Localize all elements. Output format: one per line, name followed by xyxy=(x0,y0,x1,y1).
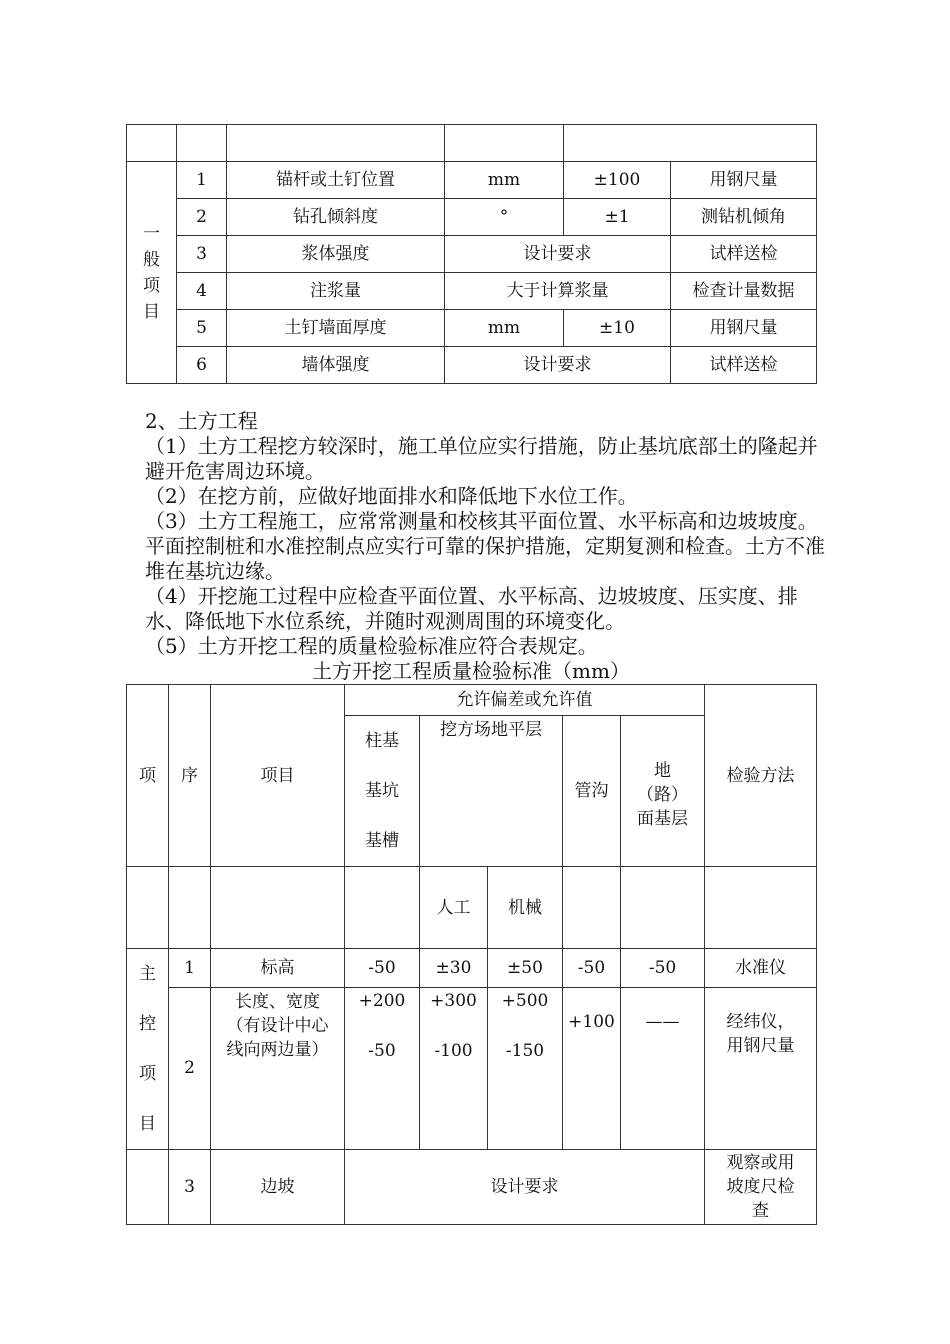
row-manual: +300 -100 xyxy=(420,987,488,1149)
table-row xyxy=(127,273,817,310)
row-value: ±100 xyxy=(564,162,671,199)
header-allowance: 允许偏差或允许值 xyxy=(345,685,705,716)
category-main-control: 主 控 项 目 xyxy=(127,949,169,1150)
row-requirement: 设计要求 xyxy=(445,347,671,384)
table-row xyxy=(127,685,817,716)
row-number: 1 xyxy=(169,949,211,988)
paragraph-4: （4）开挖施工过程中应检查平面位置、水平标高、边坡坡度、压实度、排水、降低地下水位系统，并随时观测周围的环境变化。 xyxy=(145,584,798,633)
row-manual: ±30 xyxy=(420,949,488,988)
row-item: 墙体强度 xyxy=(227,347,445,384)
row-method: 检查计量数据 xyxy=(671,273,817,310)
row-unit: mm xyxy=(445,310,564,347)
row-trench: -50 xyxy=(563,949,621,988)
table-row xyxy=(127,125,817,162)
row-requirement: 设计要求 xyxy=(345,1150,705,1225)
paragraph-2: （2）在挖方前，应做好地面排水和降低地下水位工作。 xyxy=(145,484,638,508)
row-pit: +200 -50 xyxy=(345,987,420,1149)
paragraph-3: （3）土方工程施工，应常常测量和校核其平面位置、水平标高和边坡坡度。平面控制桩和水准控制点应实行可靠的保护措施，定期复测和检查。土方不准堆在基坑边缘。 xyxy=(145,509,825,583)
paragraph-5: （5）土方开挖工程的质量检验标准应符合表规定。 xyxy=(145,634,598,658)
header-no: 序 xyxy=(169,685,211,867)
table-row xyxy=(127,199,817,236)
row-method: 用钢尺量 xyxy=(671,162,817,199)
row-requirement: 设计要求 xyxy=(445,236,671,273)
row-pit: -50 xyxy=(345,949,420,988)
row-item: 注浆量 xyxy=(227,273,445,310)
row-item: 钻孔倾斜度 xyxy=(227,199,445,236)
paragraph-1: （1）土方工程挖方较深时，施工单位应实行措施，防止基坑底部土的隆起并避开危害周边环境。 xyxy=(145,434,818,483)
row-item: 土钉墙面厚度 xyxy=(227,310,445,347)
row-method: 水准仪 xyxy=(705,949,817,988)
row-road: —— xyxy=(621,987,705,1149)
header-pit: 柱基 基坑 基槽 xyxy=(345,716,420,867)
earthwork-quality-table xyxy=(126,684,817,1225)
row-number: 1 xyxy=(177,162,227,199)
row-number: 4 xyxy=(177,273,227,310)
header-item: 项 xyxy=(127,685,169,867)
row-number: 6 xyxy=(177,347,227,384)
row-method: 试样送检 xyxy=(671,236,817,273)
row-method: 观察或用 坡度尺检 查 xyxy=(705,1150,817,1225)
table-row xyxy=(127,310,817,347)
header-project: 项目 xyxy=(211,685,345,867)
row-machine: ±50 xyxy=(488,949,563,988)
row-number: 3 xyxy=(169,1150,211,1225)
anchor-inspection-table xyxy=(126,124,817,384)
table-row xyxy=(127,949,817,988)
header-method: 检验方法 xyxy=(705,685,817,867)
table-row xyxy=(127,236,817,273)
header-machine: 机械 xyxy=(488,867,563,949)
row-unit: mm xyxy=(445,162,564,199)
row-item: 长度、宽度 （有设计中心 线向两边量） xyxy=(211,987,345,1149)
row-item: 锚杆或土钉位置 xyxy=(227,162,445,199)
row-number: 3 xyxy=(177,236,227,273)
section-title: 2、土方工程 xyxy=(145,409,258,433)
row-value: ±10 xyxy=(564,310,671,347)
header-manual: 人工 xyxy=(420,867,488,949)
row-number: 5 xyxy=(177,310,227,347)
row-method: 经纬仪， 用钢尺量 xyxy=(705,987,817,1149)
row-road: -50 xyxy=(621,949,705,988)
row-item: 标高 xyxy=(211,949,345,988)
row-method: 试样送检 xyxy=(671,347,817,384)
header-road: 地 （路） 面基层 xyxy=(621,716,705,867)
table-row xyxy=(127,347,817,384)
row-number: 2 xyxy=(169,987,211,1149)
row-requirement: 大于计算浆量 xyxy=(445,273,671,310)
category-general-items: 一 般 项 目 xyxy=(127,162,177,384)
row-method: 用钢尺量 xyxy=(671,310,817,347)
table-row xyxy=(127,987,817,1149)
row-number: 2 xyxy=(177,199,227,236)
table-row xyxy=(127,867,817,949)
row-item: 边坡 xyxy=(211,1150,345,1225)
header-trench: 管沟 xyxy=(563,716,621,867)
row-unit: ° xyxy=(445,199,564,236)
table-row xyxy=(127,1150,817,1225)
table-title: 土方开挖工程质量检验标准（mm） xyxy=(312,659,630,683)
header-site: 挖方场地平层 xyxy=(420,716,563,867)
row-value: ±1 xyxy=(564,199,671,236)
table-row xyxy=(127,162,817,199)
row-trench: +100 xyxy=(563,987,621,1149)
row-machine: +500 -150 xyxy=(488,987,563,1149)
row-method: 测钻机倾角 xyxy=(671,199,817,236)
row-item: 浆体强度 xyxy=(227,236,445,273)
